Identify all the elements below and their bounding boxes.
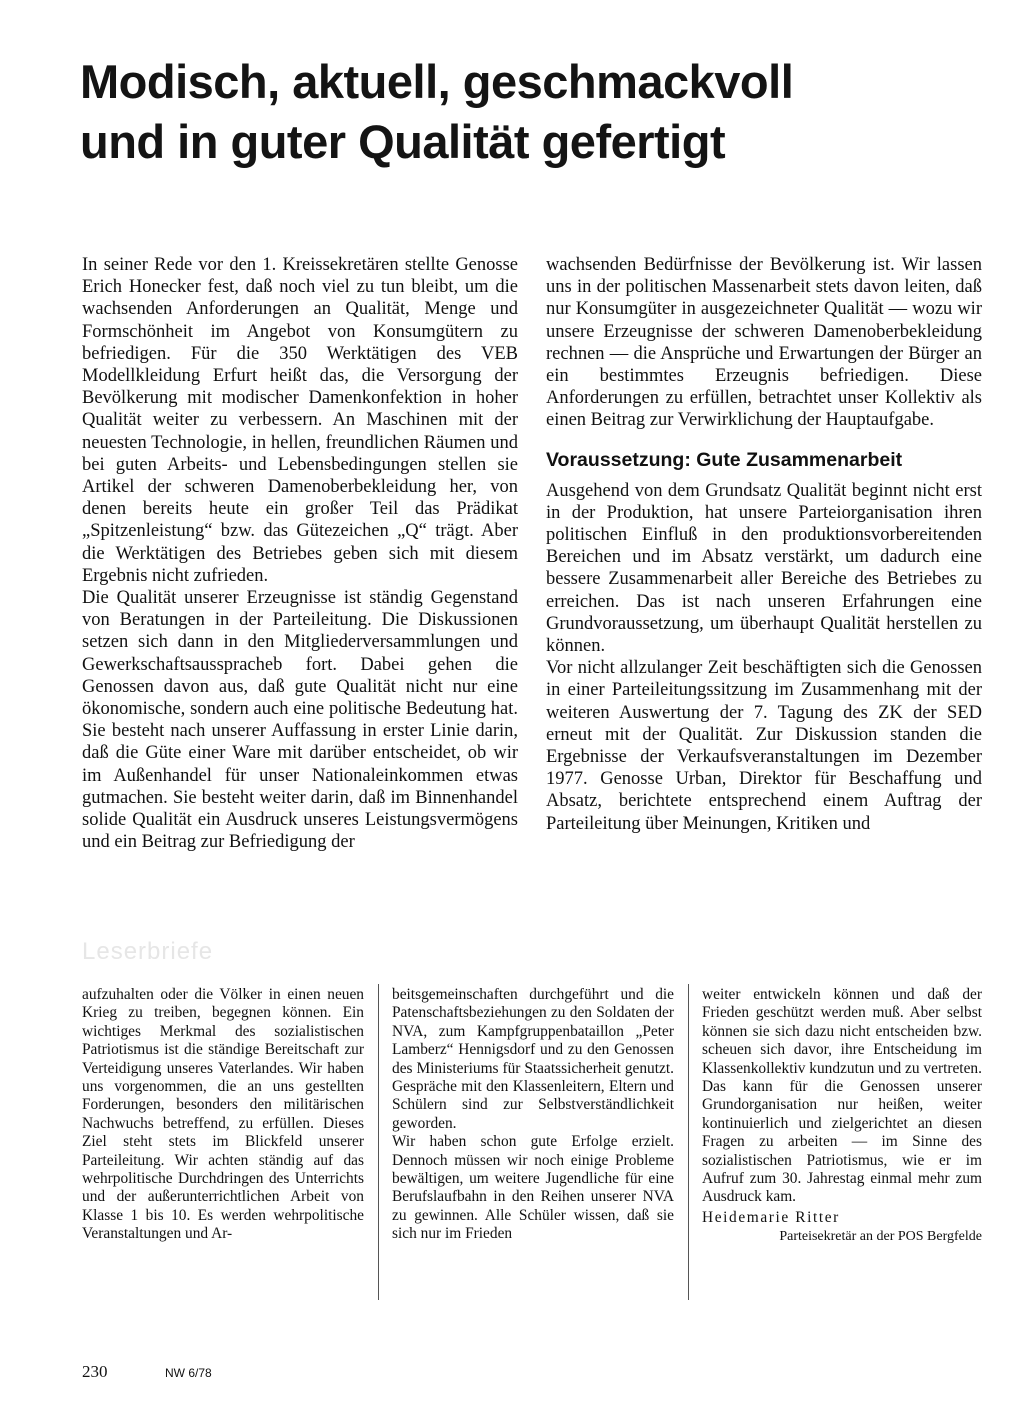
letter-paragraph: aufzuhalten oder die Völker in einen neuen Krieg zu treiben, begegnen können. Ein wichtiges Merkmal des sozialistischen Patriotismus ist die ständige Bereitschaft zur Verteidigung unseres Vaterlandes. Wir haben uns vorgenommen, die an uns gestellten Forderungen, besonders den militärischen Nachwuchs betreffend, zu erfüllen. Dieses Ziel steht stets im Blickfeld unserer Parteileitung. Wir achten ständig auf das wehrpolitische Durchdringen des Unterrichts und der außerunterrichtlichen Arbeit von Klasse 1 bis 10. Es werden wehrpolitische Veranstaltungen und Ar-	[82, 986, 364, 1243]
page-number: 230	[82, 1362, 108, 1381]
letters-column-3	[702, 986, 982, 1246]
headline-line-2: und in guter Qualität gefertigt	[80, 115, 726, 168]
column-divider	[378, 984, 379, 1300]
letters-column-2	[392, 986, 674, 1244]
section-subheading: Voraussetzung: Gute Zusammenarbeit	[546, 448, 903, 471]
signature-role: Parteisekretär an der POS Bergfelde	[779, 1229, 982, 1245]
article-column-2	[546, 254, 982, 835]
signature-name: Heidemarie Ritter	[702, 1208, 840, 1226]
article-headline	[80, 52, 980, 172]
article-paragraph: wachsenden Bedürfnisse der Bevölkerung ist. Wir lassen uns in der politischen Massenarbeit stets davon leiten, daß nur Konsumgüter in ausgezeichneter Qualität — wozu wir unsere Erzeugnisse der schweren Damenoberbekleidung rechnen — die Ansprüche und Erwartungen der Bürger an ein bestimmtes Erzeugnis befriedigen. Diese Anforderungen zu erfüllen, betrachtet unser Kollektiv als einen Beitrag zur Verwirklichung der Hauptaufgabe.	[546, 255, 982, 431]
article-paragraph: Die Qualität unserer Erzeugnisse ist ständig Gegenstand von Beratungen in der Parteileitung. Die Diskussionen setzen sich dann in den Mitgliederversammlungen und Gewerkschaftsausspracheb fort. Dabei gehen die Genossen davon aus, daß gute Qualität nicht nur eine ökonomische, sondern auch eine politische Bedeutung hat. Sie besteht nach unserer Auffassung in erster Linie darin, daß die Güte einer Ware mit darüber entscheidet, ob wir im Außenhandel für unser Nationaleinkommen etwas gutmachen. Sie besteht weiter darin, daß im Binnenhandel solide Qualität ein Ausdruck unseres Leistungsvermögens und ein Beitrag zur Befriedigung der	[82, 588, 518, 853]
article-paragraph: Ausgehend von dem Grundsatz Qualität beginnt nicht erst in der Produktion, hat unsere Parteiorganisation ihren politischen Einfluß in den produktionsvorbereitenden Bereichen und im Absatz verstärkt, um dadurch eine bessere Zusammenarbeit aller Bereiche des Betriebes zu erreichen. Das ist nach unseren Erfahrungen eine Grundvoraussetzung, um überhaupt Qualität herstellen zu können.	[546, 480, 982, 657]
column-divider	[688, 984, 689, 1300]
article-column-1	[82, 254, 518, 853]
headline-line-1: Modisch, aktuell, geschmackvoll	[80, 55, 794, 108]
letter-paragraph: weiter entwickeln können und daß der Frieden geschützt werden muß. Aber selbst können sie sich dazu nicht entscheiden bzw. scheuen sich davor, ihre Entscheidung im Klassenkollektiv kundzutun und zu vertreten.	[702, 986, 982, 1077]
faded-section-label: Leserbriefe	[82, 938, 214, 965]
letter-paragraph: beitsgemeinschaften durchgeführt und die Patenschaftsbeziehungen zu den Soldaten der NVA, zum Kampfgruppenbataillon „Peter Lamberz“ Hennigsdorf und zu den Genossen des Ministeriums für Staatssicherheit genutzt. Gespräche mit den Klassenleitern, Eltern und Schülern sind zur Selbstverständlichkeit geworden.	[392, 986, 674, 1132]
article-paragraph: Vor nicht allzulanger Zeit beschäftigten sich die Genossen in einer Parteileitungssitzung im Zusammenhang mit der weiteren Auswertung der 7. Tagung des ZK der SED erneut mit der Qualität. Zur Diskussion standen die Ergebnisse der Verkaufsveranstaltungen im Dezember 1977. Genosse Urban, Direktor für Beschaffung und Absatz, berichtete entsprechend einem Auftrag der Parteileitung über Meinungen, Kritiken und	[546, 658, 982, 834]
letter-paragraph: Das kann für die Genossen unserer Grundorganisation nur heißen, weiter kontinuierlich und zielgerichtet an diesen Fragen zu arbeiten — im Sinne des sozialistischen Patriotismus, wie er im Aufruf zum 30. Jahrestag einmal mehr zum Ausdruck kam.	[702, 1078, 982, 1206]
article-paragraph: In seiner Rede vor den 1. Kreissekretären stellte Genosse Erich Honecker fest, daß noch viel zu tun bleibt, um die wachsenden Anforderungen an Qualität, Menge und Formschönheit im Angebot von Konsumgütern zu befriedigen. Für die 350 Werktätigen des VEB Modellkleidung Erfurt heißt das, die Versorgung der Bevölkerung mit modischer Damenkonfektion in hoher Qualität weiter zu verbessern. An Maschinen mit der neuesten Technologie, in hellen, freundlichen Räumen und bei guten Arbeits- und Lebensbedingungen stellen sie Artikel der schweren Damenoberbekleidung her, von denen bereits heute ein großer Teil das Prädikat „Spitzenleistung“ bzw. das Gütezeichen „Q“ trägt. Aber die Werktätigen des Betriebes geben sich mit diesem Ergebnis nicht zufrieden.	[82, 255, 518, 586]
issue-label: NW 6/78	[165, 1366, 212, 1380]
letters-column-1	[82, 986, 364, 1244]
letter-paragraph: Wir haben schon gute Erfolge erzielt. Dennoch müssen wir noch einige Probleme bewältigen, um weitere Jugendliche für eine Berufslaufbahn in den Reihen unserer NVA zu gewinnen. Alle Schüler wissen, daß sie sich nur im Frieden	[392, 1133, 674, 1243]
